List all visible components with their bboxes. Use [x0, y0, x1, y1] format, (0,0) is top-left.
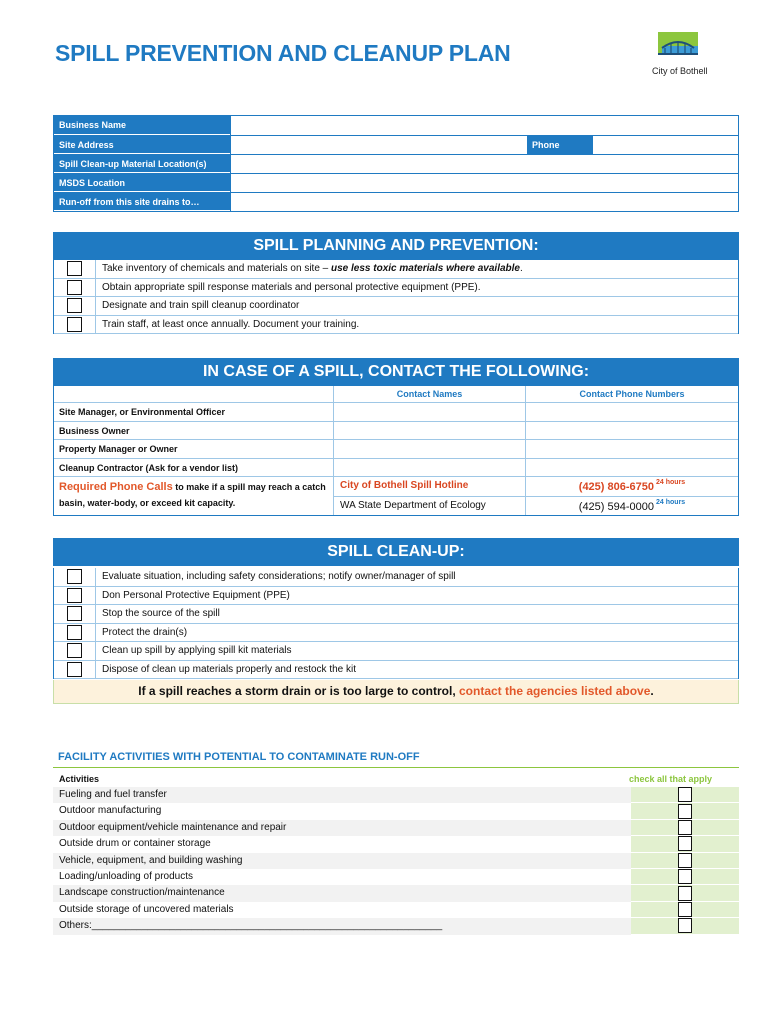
- checkbox[interactable]: [67, 280, 82, 295]
- material-location-label: Spill Clean-up Material Location(s): [54, 155, 230, 173]
- contact-name-field[interactable]: [333, 440, 525, 458]
- list-item: [53, 820, 739, 836]
- checkbox[interactable]: [678, 787, 692, 802]
- contact-names-header: Contact Names: [333, 386, 525, 402]
- checkbox[interactable]: [678, 853, 692, 868]
- contacts-section-title: IN CASE OF A SPILL, CONTACT THE FOLLOWING:: [53, 358, 739, 386]
- cleanup-item-text: Protect the drain(s): [102, 626, 188, 638]
- phone-label: Phone: [527, 136, 593, 154]
- site-address-row: [54, 135, 738, 154]
- checkbox[interactable]: [678, 836, 692, 851]
- list-item: [53, 885, 739, 901]
- required-calls-row: [54, 477, 738, 515]
- list-item: [53, 902, 739, 918]
- list-item: [54, 316, 738, 335]
- list-item: [53, 836, 739, 852]
- site-address-label: Site Address: [54, 136, 230, 154]
- planning-item-text: Obtain appropriate spill response materials and personal protective equipment (PPE).: [102, 281, 481, 293]
- list-item: [54, 605, 738, 624]
- logo-text: City of Bothell: [652, 66, 708, 76]
- checkbox[interactable]: [678, 804, 692, 819]
- activity-label: Outside drum or container storage: [59, 838, 211, 850]
- required-calls-note: Required Phone Calls to make if a spill may reach a catch basin, water-body, or exceed kit capacity.: [59, 481, 326, 508]
- runoff-label: Run-off from this site drains to…: [54, 193, 230, 211]
- list-item: [53, 853, 739, 869]
- table-row: [54, 403, 738, 422]
- contact-name-field[interactable]: [333, 459, 525, 477]
- business-info-table: [53, 115, 739, 212]
- list-item: [53, 918, 739, 934]
- contact-name-field[interactable]: [333, 403, 525, 421]
- business-name-label: Business Name: [54, 116, 230, 135]
- contact-phone-field[interactable]: [525, 459, 738, 477]
- checkbox[interactable]: [67, 298, 82, 313]
- activities-header: Activities: [59, 774, 100, 784]
- site-address-field[interactable]: [230, 136, 738, 154]
- material-location-field[interactable]: [230, 155, 738, 173]
- runoff-row: [54, 192, 738, 211]
- cleanup-item-text: Dispose of clean up materials properly and restock the kit: [102, 663, 357, 675]
- contact-phone-field[interactable]: [525, 403, 738, 421]
- table-row: [54, 459, 738, 478]
- activity-label: Outside storage of uncovered materials: [59, 903, 234, 915]
- activity-label: Vehicle, equipment, and building washing: [53, 853, 631, 869]
- contacts-header-row: [54, 386, 738, 403]
- planning-section-title: SPILL PLANNING AND PREVENTION:: [53, 232, 739, 260]
- list-item: [54, 642, 738, 661]
- list-item: [54, 568, 738, 587]
- list-item: [53, 787, 739, 803]
- checkbox[interactable]: [67, 317, 82, 332]
- facility-list: [53, 787, 739, 935]
- contact-name-field[interactable]: [333, 422, 525, 440]
- business-name-row: [54, 116, 738, 135]
- planning-checklist: [53, 260, 739, 334]
- checkbox[interactable]: [678, 918, 692, 933]
- checkbox[interactable]: [67, 569, 82, 584]
- checkbox[interactable]: [67, 606, 82, 621]
- storm-drain-warning: If a spill reaches a storm drain or is too large to control, contact the agencies listed above.: [53, 680, 739, 704]
- list-item: [54, 279, 738, 298]
- contact-role: Site Manager, or Environmental Officer: [59, 407, 226, 417]
- contact-phones-header: Contact Phone Numbers: [525, 386, 738, 402]
- contact-phone-field[interactable]: [525, 440, 738, 458]
- checkbox[interactable]: [67, 625, 82, 640]
- planning-item-text: Designate and train spill cleanup coordinator: [102, 300, 300, 311]
- checkbox[interactable]: [678, 902, 692, 917]
- checkbox[interactable]: [67, 662, 82, 677]
- checkbox[interactable]: [67, 588, 82, 603]
- business-name-field[interactable]: [230, 116, 738, 135]
- activity-label: Outdoor manufacturing: [59, 805, 162, 817]
- checkbox[interactable]: [67, 643, 82, 658]
- list-item: [54, 297, 738, 316]
- list-item: [54, 624, 738, 643]
- contact-role: Business Owner: [59, 425, 130, 436]
- msds-location-row: [54, 173, 738, 192]
- page-title: SPILL PREVENTION AND CLEANUP PLAN: [55, 40, 511, 66]
- facility-header: [53, 771, 739, 787]
- cleanup-item-text: Stop the source of the spill: [102, 608, 220, 619]
- activity-label-others[interactable]: Others:_______________________________________________________________: [53, 918, 631, 934]
- hotline-phone: (425) 806-6750 $^{24 hours}$: [525, 477, 738, 496]
- activity-label: Loading/unloading of products: [59, 870, 193, 882]
- list-item: [54, 587, 738, 606]
- runoff-field[interactable]: [230, 193, 738, 211]
- msds-location-field[interactable]: [230, 174, 738, 192]
- facility-section-title: FACILITY ACTIVITIES WITH POTENTIAL TO CONTAMINATE RUN-OFF: [58, 751, 420, 763]
- cleanup-checklist: [53, 568, 739, 679]
- list-item: [54, 661, 738, 680]
- cleanup-item-text: Don Personal Protective Equipment (PPE): [102, 589, 290, 601]
- cleanup-item-text: Evaluate situation, including safety considerations; notify owner/manager of spill: [102, 571, 456, 582]
- planning-item-text: Take inventory of chemicals and materials on site – use less toxic materials where available.: [102, 263, 523, 274]
- activity-label: Fueling and fuel transfer: [53, 787, 631, 803]
- hotline-name: City of Bothell Spill Hotline: [333, 477, 525, 496]
- table-row: [54, 440, 738, 459]
- table-row: [54, 422, 738, 441]
- divider: [53, 767, 739, 768]
- activity-label: Landscape construction/maintenance: [53, 885, 631, 901]
- list-item: [53, 803, 739, 819]
- contact-phone-field[interactable]: [525, 422, 738, 440]
- checkbox[interactable]: [678, 820, 692, 835]
- cleanup-item-text: Clean up spill by applying spill kit materials: [102, 645, 292, 656]
- contacts-table: [53, 386, 739, 516]
- list-item: [53, 869, 739, 885]
- checkbox[interactable]: [678, 886, 692, 901]
- activity-label: Outdoor equipment/vehicle maintenance and repair: [53, 820, 631, 836]
- list-item: [54, 260, 738, 279]
- cleanup-section-title: SPILL CLEAN-UP:: [53, 538, 739, 566]
- checkbox[interactable]: [67, 261, 82, 276]
- msds-location-label: MSDS Location: [54, 174, 230, 192]
- ecology-phone: (425) 594-0000 $^{24 hours}$: [525, 497, 738, 515]
- check-all-header: check all that apply: [629, 774, 713, 784]
- planning-item-text: Train staff, at least once annually. Document your training.: [102, 318, 360, 330]
- contact-role: Property Manager or Owner: [59, 444, 178, 454]
- contact-role: Cleanup Contractor (Ask for a vendor list): [59, 462, 239, 473]
- checkbox[interactable]: [678, 869, 692, 884]
- ecology-name: WA State Department of Ecology: [333, 497, 525, 515]
- material-location-row: [54, 154, 738, 173]
